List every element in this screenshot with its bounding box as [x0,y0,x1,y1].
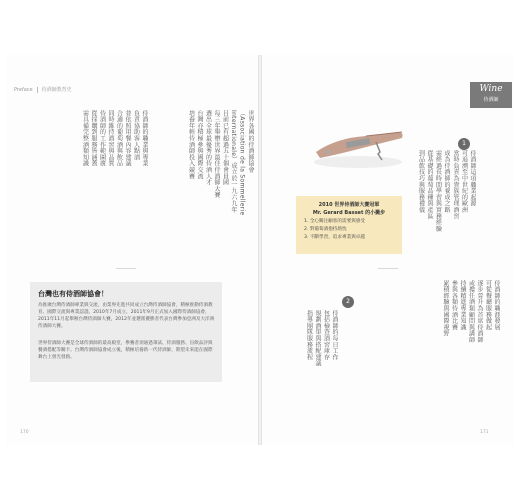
left-page-number: 170 [20,430,29,435]
tip-item: 3. 不斷學習，追求專業與卓越 [304,235,365,240]
running-header [14,86,72,93]
section-number-badge: 2 [342,296,354,308]
chapter-tab [470,82,512,108]
header-title: 侍酒師教育史 [41,87,72,93]
tips-box-subtitle: Mr. Gerard Basset 的小撇步 [312,210,386,216]
info-box-title: 台灣也有侍酒師協會！ [38,290,108,298]
tips-box-title: 2010 世界侍酒師大賽冠軍 [318,202,380,208]
corkscrew-icon [306,118,412,174]
left-divider [116,268,136,269]
info-box-paragraph-1: 為推廣台灣侍酒師專業與交流，由業界先進共同成立台灣侍酒師協會，積極推動侍酒教育、國際交流與專業認證。2010年7月成立，2011年9月正式加入國際侍酒師協會，2011年11月起舉辦台灣侍酒師大賽，2012年並選派優勝者代表台灣參加亞洲及大洋洲侍酒師大賽。 [38,303,215,329]
right-column-c: 侍酒師的職涯發展 可從餐廳服務做起 逐步晉升為首席侍酒師 或擔任酒類顧問與講師 持續精進專業知識 參與各類侍酒比賽 累積經驗與國際視野 [442,280,500,343]
right-column-b: 成為侍酒師的養成之路 需經過長時間學習與實務經驗 從基礎的葡萄品種與產區 到品飲技巧與服務禮儀 [418,150,450,232]
tip-item: 1. 全心關注顧客的需要與感受 [304,219,365,224]
tip-item: 2. 對葡萄酒抱持熱忱 [304,227,347,232]
section-number-badge: 1 [458,138,470,150]
right-divider [378,268,398,269]
header-divider [37,87,38,93]
left-column-a: 侍酒師的職業與專業 負責協助客人點酒 並依照用餐內容建議 合適的葡萄酒與飲品 同時維持酒窖與品質 侍酒師的工作範圍廣 從採購到服務皆涵蓋 需具備完整酒類知識 [81,110,148,167]
right-column-d: 侍酒師的每日工作 包括檢查酒窖庫存 規劃酒單與搭配建議 指導團隊服務流程 [305,310,338,367]
info-box-paragraph-2: 世界侍酒師大賽是全球侍酒師的最高殿堂，參賽者須通過筆試、侍酒服務、盲飲品評與餐酒搭配等關卡。台灣侍酒師協會成立後，積極培養新一代侍酒師，期望未來能在國際舞台上發光發熱。 [38,341,213,360]
right-column-a: 侍酒師這項職業起源 可追溯至中世紀的歐洲 當時負責為貴族管理酒窖 [452,150,476,220]
left-column-b: 世界各國的侍酒師協會 （Association de la Sommellerie Internationale）成立於一九六九年 目前已有超過五十個會員國 每三年舉辦世界最佳侍酒師大賽 選出全球最優秀的侍酒人才 台灣亦積極參與國際交流 培養年輕侍酒師投入競賽 [187,110,254,216]
tab-label: 侍酒師 [483,97,499,103]
book-spine [258,55,262,445]
tips-list [304,218,365,242]
info-box-taiwan [30,282,222,382]
right-page-number: 171 [480,430,489,435]
tips-box [296,196,402,254]
tab-word: Wine [479,84,503,94]
header-section: Preface [14,86,33,93]
